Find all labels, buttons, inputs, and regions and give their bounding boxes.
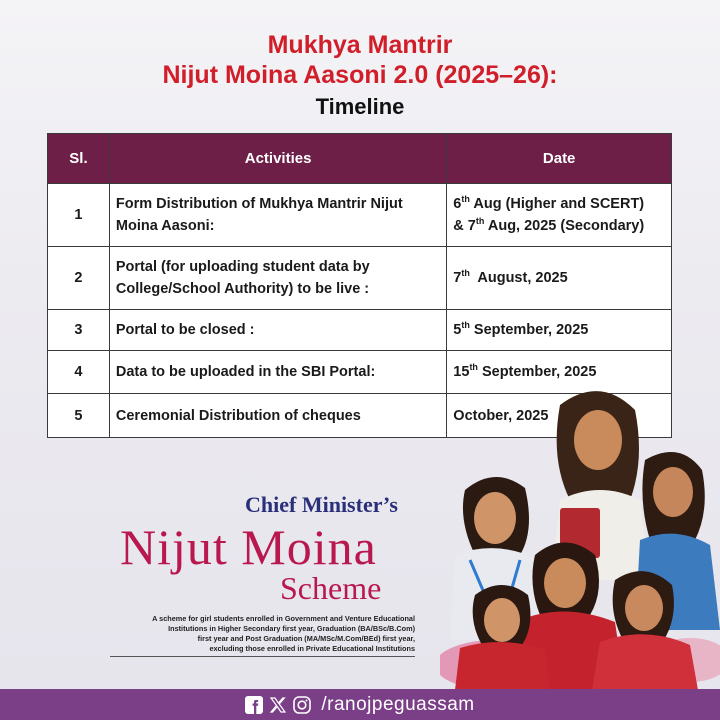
date-rest: August, 2025 bbox=[469, 270, 568, 286]
social-footer bbox=[0, 689, 720, 720]
cell-sl: 5 bbox=[48, 394, 110, 438]
table-row bbox=[48, 247, 672, 310]
cell-activity: Portal to be closed : bbox=[109, 310, 446, 351]
activity-line: Moina Aasoni: bbox=[115, 218, 215, 234]
cell-activity: Ceremonial Distribution of cheques bbox=[109, 394, 446, 438]
cell-sl: 2 bbox=[48, 247, 110, 310]
date-day: 5 bbox=[453, 322, 462, 338]
activity-line: Portal (for uploading student data by bbox=[115, 259, 370, 275]
activity-line: Form Distribution of Mukhya Mantrir Nijut bbox=[115, 196, 403, 212]
cell-activity bbox=[109, 184, 446, 247]
x-icon[interactable] bbox=[269, 696, 287, 714]
cell-date bbox=[447, 310, 672, 351]
date-rest: September, 2025 bbox=[469, 322, 589, 338]
date-day: 7 bbox=[453, 270, 462, 286]
social-handle[interactable]: /ranojpeguassam bbox=[321, 693, 475, 715]
date-day: & 7 bbox=[453, 218, 476, 234]
date-suffix: th bbox=[461, 320, 470, 331]
description-line: A scheme for girl students enrolled in Government and Venture Educational bbox=[152, 614, 415, 623]
header-sl: Sl. bbox=[48, 134, 110, 184]
cell-date: October, 2025 bbox=[447, 394, 672, 438]
date-line bbox=[453, 215, 665, 237]
date-line bbox=[453, 193, 665, 215]
title-line-1: Mukhya Mantrir bbox=[267, 31, 453, 59]
students-illustration bbox=[440, 380, 720, 690]
table-row bbox=[48, 310, 672, 351]
table-row bbox=[48, 184, 672, 247]
date-day: 6 bbox=[453, 196, 462, 212]
page-title bbox=[0, 30, 720, 90]
cell-sl: 1 bbox=[48, 184, 110, 247]
logo-prefix: Chief Minister’s bbox=[245, 492, 398, 517]
scheme-description bbox=[110, 614, 415, 657]
date-rest: Aug, 2025 (Secondary) bbox=[484, 218, 645, 234]
description-line: Institutions in Higher Secondary first year, Graduation (BA/BSc/B.Com) bbox=[168, 624, 415, 633]
instagram-icon[interactable] bbox=[293, 696, 311, 714]
date-suffix: th bbox=[469, 362, 478, 373]
date-rest: September, 2025 bbox=[477, 364, 597, 380]
page-subtitle: Timeline bbox=[315, 94, 405, 119]
activity-line: College/School Authority) to be live : bbox=[115, 281, 370, 297]
description-line: excluding those enrolled in Private Educational Institutions bbox=[209, 644, 415, 653]
header-activities: Activities bbox=[109, 134, 446, 184]
cell-date bbox=[447, 184, 672, 247]
cell-activity: Data to be uploaded in the SBI Portal: bbox=[109, 351, 446, 394]
date-suffix: th bbox=[461, 194, 470, 205]
date-suffix: th bbox=[461, 268, 470, 279]
cell-sl: 4 bbox=[48, 351, 110, 394]
table-header-row bbox=[48, 134, 672, 184]
description-line: first year and Post Graduation (MA/MSc/M.Com/BEd) first year, bbox=[197, 634, 415, 643]
logo-scheme: Scheme bbox=[280, 570, 382, 606]
facebook-icon[interactable] bbox=[245, 696, 263, 714]
cell-sl: 3 bbox=[48, 310, 110, 351]
cell-date bbox=[447, 247, 672, 310]
title-line-2: Nijut Moina Aasoni 2.0 (2025–26): bbox=[162, 61, 558, 89]
date-suffix: th bbox=[475, 216, 485, 227]
logo-name: Nijut Moina bbox=[120, 519, 377, 575]
header-date: Date bbox=[447, 134, 672, 184]
cell-activity bbox=[109, 247, 446, 310]
date-rest: Aug (Higher and SCERT) bbox=[469, 196, 645, 212]
date-day: 15 bbox=[453, 364, 470, 380]
